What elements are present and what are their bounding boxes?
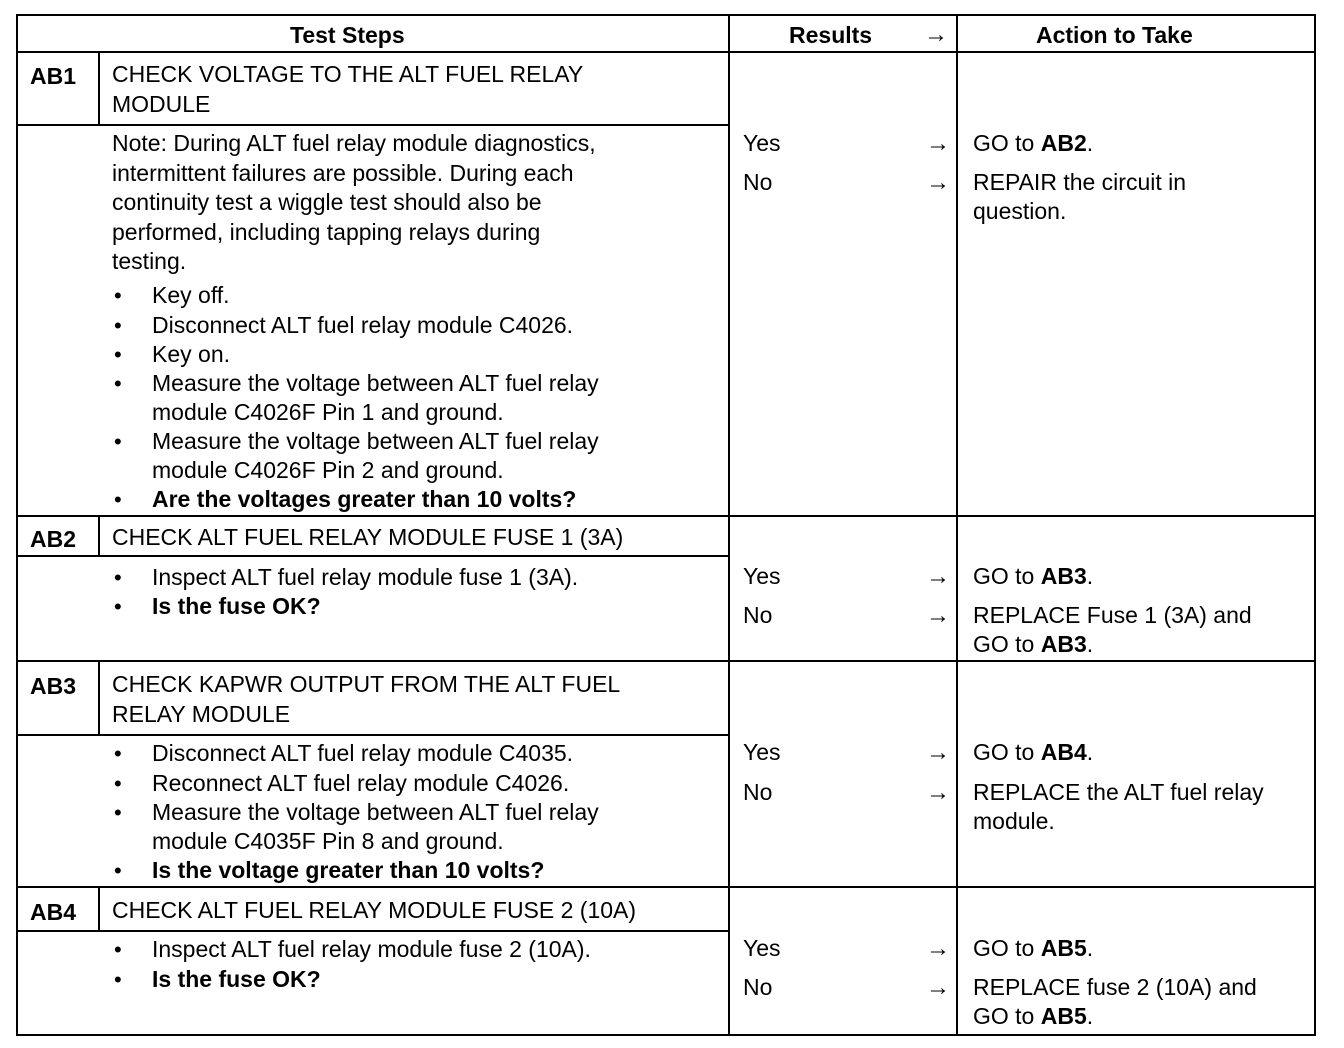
bullet-icon: • bbox=[114, 283, 122, 308]
step-instruction: Measure the voltage between ALT fuel relay bbox=[152, 370, 599, 396]
title-rule-ab3 bbox=[16, 734, 728, 736]
bullet-icon: • bbox=[114, 312, 122, 338]
bullet-icon: • bbox=[114, 487, 122, 512]
step-id: AB3 bbox=[30, 673, 77, 699]
header-action: Action to Take bbox=[1036, 22, 1193, 48]
arrow-icon: → bbox=[926, 563, 950, 590]
action-punct: . bbox=[1086, 631, 1094, 657]
bullet-icon: • bbox=[114, 937, 122, 962]
step-title: CHECK VOLTAGE TO THE ALT FUEL RELAY bbox=[112, 61, 584, 87]
step-instruction: Disconnect ALT fuel relay module C4035. bbox=[152, 740, 574, 766]
arrow-icon: → bbox=[926, 602, 950, 629]
note-text: continuity test a wiggle test should also be bbox=[112, 189, 542, 215]
result-yes: Yes bbox=[743, 563, 781, 589]
action-punct: . bbox=[1086, 935, 1094, 961]
bullet-icon: • bbox=[114, 371, 122, 396]
step-ref: AB5 bbox=[1040, 935, 1087, 961]
step-instruction: Inspect ALT fuel relay module fuse 2 (10A). bbox=[152, 936, 591, 962]
step-ref: AB3 bbox=[1040, 563, 1087, 589]
section-rule-ab2 bbox=[16, 515, 1316, 517]
header-rule bbox=[16, 51, 1316, 53]
arrow-icon: → bbox=[926, 779, 950, 806]
step-instruction: Inspect ALT fuel relay module fuse 1 (3A). bbox=[152, 564, 579, 590]
step-instruction: module C4026F Pin 1 and ground. bbox=[152, 399, 504, 425]
divider-action bbox=[956, 14, 958, 1036]
result-no: No bbox=[743, 602, 773, 628]
step-ref: AB2 bbox=[1040, 130, 1087, 156]
bullet-icon: • bbox=[114, 565, 122, 590]
step-question: Is the fuse OK? bbox=[152, 966, 321, 992]
action-text: GO to bbox=[973, 1003, 1041, 1029]
step-instruction: Reconnect ALT fuel relay module C4026. bbox=[152, 769, 570, 796]
border-right bbox=[1314, 14, 1316, 1036]
action-no: question. bbox=[973, 198, 1067, 224]
step-question: Is the voltage greater than 10 volts? bbox=[152, 857, 545, 883]
bullet-icon: • bbox=[114, 429, 122, 454]
note-text: intermittent failures are possible. During each bbox=[112, 159, 574, 186]
title-rule-ab1 bbox=[16, 124, 728, 126]
action-no bbox=[973, 1002, 1093, 1032]
step-ref: AB3 bbox=[1040, 631, 1087, 657]
action-no: REPLACE the ALT fuel relay bbox=[973, 779, 1264, 805]
action-no: module. bbox=[973, 808, 1055, 834]
action-text: GO to bbox=[973, 935, 1041, 961]
step-instruction: module C4026F Pin 2 and ground. bbox=[152, 457, 504, 483]
id-divider-ab2 bbox=[98, 515, 100, 557]
action-yes bbox=[973, 129, 1093, 159]
step-title: RELAY MODULE bbox=[112, 701, 291, 727]
action-punct: . bbox=[1086, 563, 1094, 589]
bullet-icon: • bbox=[114, 800, 122, 825]
section-rule-ab4 bbox=[16, 886, 1316, 888]
arrow-icon: → bbox=[926, 974, 950, 1001]
step-question: Is the fuse OK? bbox=[152, 593, 321, 619]
action-text: GO to bbox=[973, 739, 1041, 765]
bullet-icon: • bbox=[114, 770, 122, 796]
step-id: AB4 bbox=[30, 899, 77, 925]
step-title: CHECK ALT FUEL RELAY MODULE FUSE 2 (10A) bbox=[112, 897, 637, 923]
step-instruction: Key off. bbox=[152, 282, 230, 308]
result-no: No bbox=[743, 974, 773, 1000]
action-yes bbox=[973, 934, 1093, 964]
arrow-icon: → bbox=[926, 130, 950, 157]
action-punct: . bbox=[1086, 130, 1094, 156]
title-rule-ab2 bbox=[16, 555, 728, 557]
action-yes bbox=[973, 738, 1093, 768]
bullet-icon: • bbox=[114, 342, 122, 367]
result-no: No bbox=[743, 169, 773, 195]
result-yes: Yes bbox=[743, 935, 781, 961]
action-no: REPLACE fuse 2 (10A) and bbox=[973, 974, 1257, 1000]
note-text: Note: During ALT fuel relay module diagnostics, bbox=[112, 130, 596, 156]
section-rule-ab3 bbox=[16, 660, 1316, 662]
step-title: CHECK ALT FUEL RELAY MODULE FUSE 1 (3A) bbox=[112, 524, 624, 550]
arrow-icon: → bbox=[926, 935, 950, 962]
bullet-icon: • bbox=[114, 858, 122, 883]
id-divider-ab3 bbox=[98, 660, 100, 736]
result-yes: Yes bbox=[743, 739, 781, 765]
divider-results bbox=[728, 14, 730, 1036]
action-punct: . bbox=[1086, 1003, 1094, 1029]
arrow-icon: → bbox=[926, 739, 950, 766]
step-id: AB1 bbox=[30, 63, 77, 89]
step-title: MODULE bbox=[112, 91, 211, 117]
action-yes bbox=[973, 562, 1093, 592]
border-left bbox=[16, 14, 18, 1036]
step-instruction: Measure the voltage between ALT fuel relay bbox=[152, 799, 599, 825]
id-divider-ab4 bbox=[98, 886, 100, 932]
header-test-steps: Test Steps bbox=[290, 22, 405, 48]
action-punct: . bbox=[1086, 739, 1094, 765]
action-no: REPLACE Fuse 1 (3A) and bbox=[973, 602, 1252, 628]
step-ref: AB5 bbox=[1040, 1003, 1087, 1029]
action-text: GO to bbox=[973, 563, 1041, 589]
diagnostic-table bbox=[16, 14, 1316, 1036]
step-instruction: Disconnect ALT fuel relay module C4026. bbox=[152, 311, 574, 338]
result-no: No bbox=[743, 779, 773, 805]
step-instruction: Key on. bbox=[152, 341, 230, 367]
border-bottom bbox=[16, 1034, 1316, 1036]
header-results: Results bbox=[789, 22, 873, 48]
note-text: performed, including tapping relays during bbox=[112, 218, 541, 245]
step-title: CHECK KAPWR OUTPUT FROM THE ALT FUEL bbox=[112, 671, 621, 697]
step-ref: AB4 bbox=[1040, 739, 1087, 765]
action-text: GO to bbox=[973, 130, 1041, 156]
step-instruction: module C4035F Pin 8 and ground. bbox=[152, 828, 504, 854]
step-id: AB2 bbox=[30, 526, 77, 552]
bullet-icon: • bbox=[114, 594, 122, 619]
bullet-icon: • bbox=[114, 967, 122, 992]
step-question: Are the voltages greater than 10 volts? bbox=[152, 486, 577, 512]
arrow-icon: → bbox=[926, 169, 950, 196]
border-top bbox=[16, 14, 1316, 16]
action-no bbox=[973, 630, 1093, 660]
step-instruction: Measure the voltage between ALT fuel relay bbox=[152, 428, 599, 454]
header-arrow-icon: → bbox=[924, 21, 948, 48]
action-no: REPAIR the circuit in bbox=[973, 169, 1187, 195]
title-rule-ab4 bbox=[16, 930, 728, 932]
note-text: testing. bbox=[112, 248, 187, 274]
result-yes: Yes bbox=[743, 130, 781, 156]
id-divider-ab1 bbox=[98, 51, 100, 126]
bullet-icon: • bbox=[114, 741, 122, 766]
action-text: GO to bbox=[973, 631, 1041, 657]
